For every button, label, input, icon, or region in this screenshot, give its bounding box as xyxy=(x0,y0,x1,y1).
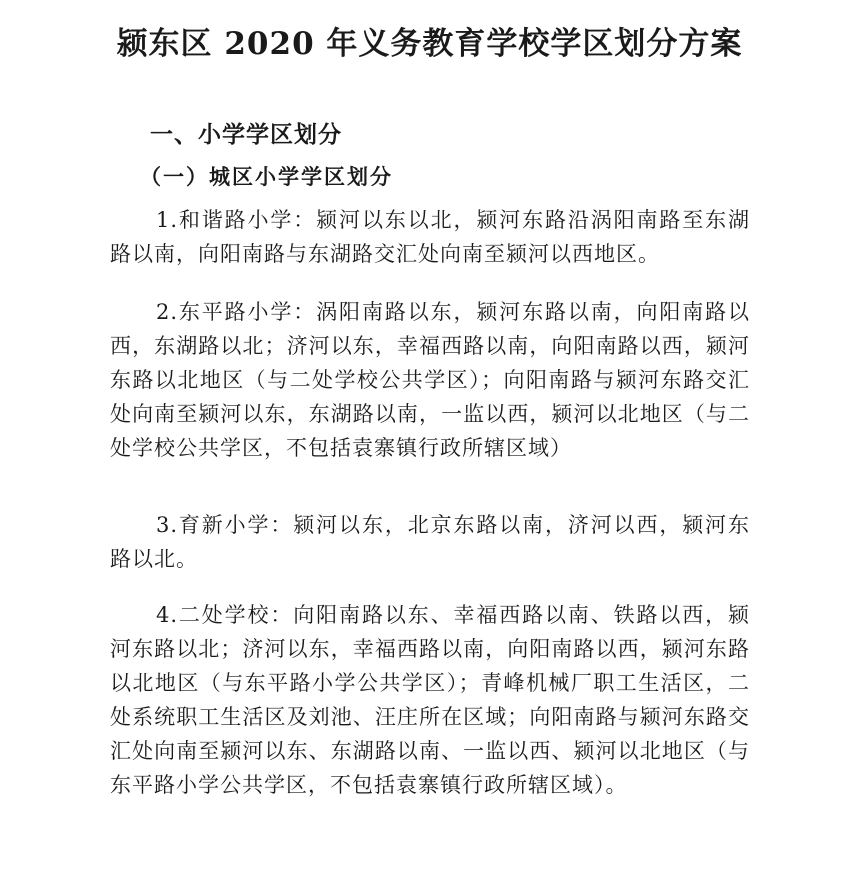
paragraph-heixielu-school: 1.和谐路小学：颍河以东以北，颍河东路沿涡阳南路至东湖路以南，向阳南路与东湖路交汇处向南至颍河以西地区。 xyxy=(110,208,750,266)
paragraph-yuxin-school: 3.育新小学：颍河以东，北京东路以南，济河以西，颍河东路以北。 xyxy=(110,513,750,571)
document-title: 颍东区 2020 年义务教育学校学区划分方案 xyxy=(116,26,743,62)
section-heading: 一、小学学区划分 xyxy=(150,122,342,148)
paragraph-dongpinglu-school: 2.东平路小学：涡阳南路以东，颍河东路以南，向阳南路以西，东湖路以北；济河以东，幸福西路以南，向阳南路以西，颍河东路以北地区（与二处学校公共学区）；向阳南路与颍河东路交汇处向南至颍河以东，东湖路以南，一监以西，颍河以北地区（与二处学校公共学区，不包括袁寨镇行政所辖区域） xyxy=(110,300,750,460)
paragraph-erchu-school: 4.二处学校：向阳南路以东、幸福西路以南、铁路以西，颍河东路以北；济河以东，幸福西路以南，向阳南路以西，颍河东路以北地区（与东平路小学公共学区）；青峰机械厂职工生活区，二处系统职工生活区及刘池、汪庄所在区域；向阳南路与颍河东路交汇处向南至颍河以东、东湖路以南、一监以西、颍河以北地区（与东平路小学公共学区，不包括袁寨镇行政所辖区域）。 xyxy=(110,603,750,797)
subsection-heading: （一）城区小学学区划分 xyxy=(140,164,393,189)
